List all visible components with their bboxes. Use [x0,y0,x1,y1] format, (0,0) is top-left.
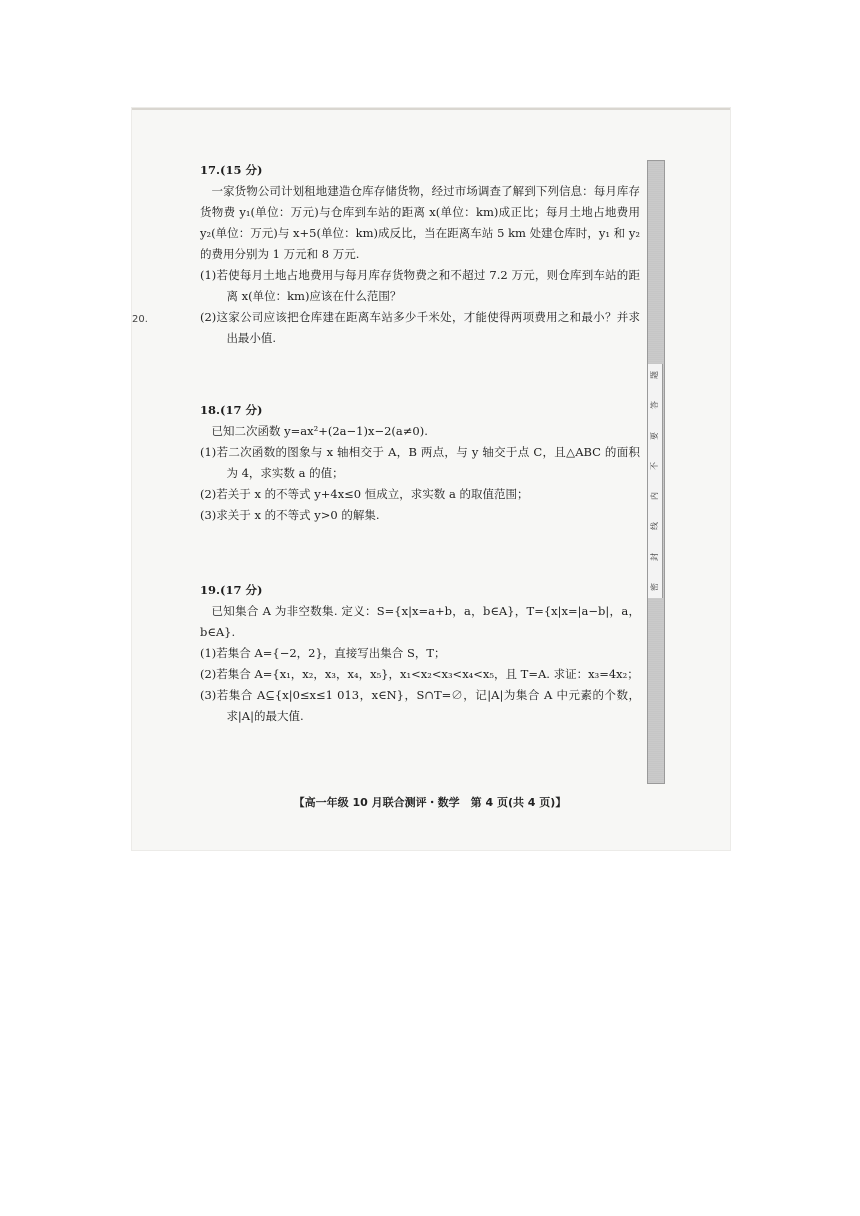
question-19-stem: 已知集合 A 为非空数集. 定义：S={x|x=a+b，a，b∈A}，T={x|x=|a−b|，a，b∈A}. [200,604,640,639]
question-17-stem: 一家货物公司计划租地建造仓库存储货物，经过市场调查了解到下列信息：每月库存货物费 y₁(单位：万元)与仓库到车站的距离 x(单位：km)成正比；每月土地占地费用 y₂(单位：万元)与 x+5(单位：km)成反比，当在距离车站 5 km 处建仓库时，y₁ 和 y₂ 的费用分别为 1 万元和 8 万元. [200,184,640,261]
question-18-stem: 已知二次函数 y=ax²+(2a−1)x−2(a≠0). [211,424,428,438]
seal-char: 要 [650,431,659,440]
margin-mark: 20. [132,314,148,325]
question-19-heading: 19.(17 分) [200,583,263,597]
seal-char: 封 [650,552,659,561]
question-19 [200,580,640,727]
question-18-part-1: (1)若二次函数的图象与 x 轴相交于 A，B 两点，与 y 轴交于点 C，且△ABC 的面积为 4，求实数 a 的值； [200,445,640,480]
seal-char: 密 [650,582,659,591]
page-footer: 【高一年级 10 月联合测评・数学 第 4 页(共 4 页)】 [293,796,567,809]
question-17-part-2: (2)这家公司应该把仓库建在距离车站多少千米处，才能使得两项费用之和最小？并求出最小值. [200,310,640,345]
question-18-heading: 18.(17 分) [200,403,263,417]
question-17 [200,160,640,349]
question-18-part-2: (2)若关于 x 的不等式 y+4x≤0 恒成立，求实数 a 的取值范围； [200,487,529,501]
question-19-part-2: (2)若集合 A={x₁，x₂，x₃，x₄，x₅}，x₁<x₂<x₃<x₄<x₅，且 T=A. 求证：x₃=4x₂； [200,667,639,681]
seal-char: 答 [650,401,659,410]
seal-char: 题 [650,371,659,379]
question-17-heading: 17.(15 分) [200,163,263,177]
question-19-part-3: (3)若集合 A⊆{x|0≤x≤1 013，x∈N}，S∩T=∅，记|A|为集合 A 中元素的个数，求|A|的最大值. [200,688,640,723]
seal-char: 线 [650,522,659,531]
question-19-part-1: (1)若集合 A={−2，2}，直接写出集合 S，T； [200,646,446,660]
question-18 [200,400,640,526]
seal-line-notice [647,364,663,598]
question-17-part-1: (1)若使每月土地占地费用与每月库存货物费之和不超过 7.2 万元，则仓库到车站的距离 x(单位：km)应该在什么范围？ [200,268,640,303]
question-18-part-3: (3)求关于 x 的不等式 y>0 的解集. [200,508,380,522]
seal-char: 不 [650,461,659,470]
seal-char: 内 [650,492,659,501]
